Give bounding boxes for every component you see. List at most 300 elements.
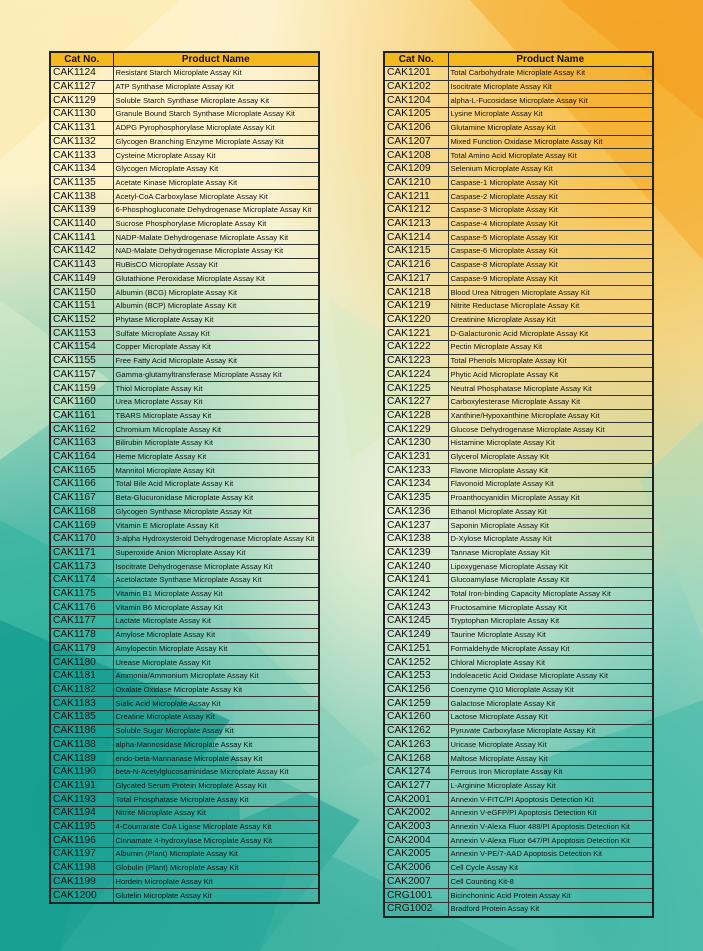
cat-no-header: Cat No.	[50, 52, 113, 67]
product-name-cell: Flavone Microplate Assay Kit	[448, 464, 653, 478]
product-name-cell: Sucrose Phosphorylase Microplate Assay Kit	[113, 217, 319, 231]
table-row	[384, 793, 653, 807]
cat-no-cell: CAK1207	[384, 135, 448, 149]
table-row	[50, 601, 319, 615]
table-row	[50, 697, 319, 711]
table-row	[50, 834, 319, 848]
product-name-cell: Vitamin B1 Microplate Assay Kit	[113, 587, 319, 601]
table-row	[384, 711, 653, 725]
table-row	[384, 450, 653, 464]
product-name-cell: Annexin V-FITC/PI Apoptosis Detection Kit	[448, 793, 653, 807]
table-row	[50, 848, 319, 862]
table-row	[50, 615, 319, 629]
cat-no-cell: CAK1235	[384, 491, 448, 505]
product-name-cell: Nitrite Reductase Microplate Assay Kit	[448, 299, 653, 313]
product-name-cell: 6-Phosphogluconate Dehydrogenase Microplate Assay Kit	[113, 204, 319, 218]
cat-no-cell: CAK1204	[384, 94, 448, 108]
table-row	[50, 204, 319, 218]
product-name-cell: Glycogen Microplate Assay Kit	[113, 162, 319, 176]
table-row	[50, 532, 319, 546]
product-name-cell: alpha-L-Fucosidase Microplate Assay Kit	[448, 94, 653, 108]
cat-no-cell: CAK1193	[50, 793, 113, 807]
cat-no-cell: CAK1242	[384, 587, 448, 601]
cat-no-cell: CAK1182	[50, 683, 113, 697]
table-row	[384, 532, 653, 546]
table-row	[50, 67, 319, 81]
cat-no-cell: CAK1159	[50, 382, 113, 396]
table-row	[384, 327, 653, 341]
product-name-cell: Blood Urea Nitrogen Microplate Assay Kit	[448, 286, 653, 300]
table-row	[384, 176, 653, 190]
product-name-cell: Globulin (Plant) Microplate Assay Kit	[113, 861, 319, 875]
cat-no-cell: CAK1154	[50, 341, 113, 355]
cat-no-cell: CAK2004	[384, 834, 448, 848]
product-name-cell: Caspase-4 Microplate Assay Kit	[448, 217, 653, 231]
table-header-row	[50, 52, 319, 67]
product-name-cell: Lipoxygenase Microplate Assay Kit	[448, 560, 653, 574]
table-row	[384, 162, 653, 176]
cat-no-cell: CAK1234	[384, 478, 448, 492]
cat-no-cell: CAK1225	[384, 382, 448, 396]
cat-no-cell: CAK1212	[384, 204, 448, 218]
product-name-cell: Vitamin B6 Microplate Assay Kit	[113, 601, 319, 615]
product-name-cell: ATP Synthase Microplate Assay Kit	[113, 80, 319, 94]
cat-no-cell: CAK1170	[50, 532, 113, 546]
table-row	[50, 299, 319, 313]
product-name-cell: Mannitol Microplate Assay Kit	[113, 464, 319, 478]
table-row	[384, 491, 653, 505]
cat-no-cell: CAK1143	[50, 258, 113, 272]
product-name-cell: Xanthine/Hypoxanthine Microplate Assay Kit	[448, 409, 653, 423]
product-name-cell: Total Phosphatase Microplate Assay Kit	[113, 793, 319, 807]
cat-no-cell: CAK1150	[50, 286, 113, 300]
product-name-cell: Coenzyme Q10 Microplate Assay Kit	[448, 683, 653, 697]
table-row	[50, 436, 319, 450]
product-name-cell: alpha-Mannosidase Microplate Assay Kit	[113, 738, 319, 752]
product-name-cell: Nitrite Microplate Assay Kit	[113, 806, 319, 820]
cat-no-cell: CAK1245	[384, 615, 448, 629]
cat-no-cell: CAK1251	[384, 642, 448, 656]
cat-no-cell: CAK1142	[50, 245, 113, 259]
table-row	[384, 889, 653, 903]
table-row	[384, 299, 653, 313]
product-name-cell: Total Amino Acid Microplate Assay Kit	[448, 149, 653, 163]
cat-no-cell: CAK1252	[384, 656, 448, 670]
cat-no-cell: CAK1169	[50, 519, 113, 533]
product-name-cell: Beta-Glucuronidase Microplate Assay Kit	[113, 491, 319, 505]
cat-no-cell: CAK1201	[384, 67, 448, 81]
cat-no-cell: CAK1140	[50, 217, 113, 231]
table-row	[384, 108, 653, 122]
product-name-cell: Isocitrate Dehydrogenase Microplate Assay Kit	[113, 560, 319, 574]
table-row	[50, 149, 319, 163]
cat-no-cell: CAK1195	[50, 820, 113, 834]
table-row	[50, 820, 319, 834]
table-row	[50, 108, 319, 122]
product-name-cell: Pyruvate Carboxylase Microplate Assay Kit	[448, 724, 653, 738]
cat-no-cell: CAK1162	[50, 423, 113, 437]
product-name-cell: Ferrous Iron Microplate Assay Kit	[448, 765, 653, 779]
table-row	[50, 505, 319, 519]
table-row	[50, 176, 319, 190]
table-row	[50, 190, 319, 204]
cat-no-cell: CAK1231	[384, 450, 448, 464]
table-row	[384, 505, 653, 519]
table-row	[384, 683, 653, 697]
product-table-left	[49, 51, 320, 904]
cat-no-cell: CAK1243	[384, 601, 448, 615]
product-name-cell: 3-alpha Hydroxysteroid Dehydrogenase Microplate Assay Kit	[113, 532, 319, 546]
cat-no-cell: CAK1188	[50, 738, 113, 752]
cat-no-cell: CAK1181	[50, 669, 113, 683]
cat-no-cell: CAK1141	[50, 231, 113, 245]
cat-no-cell: CAK1132	[50, 135, 113, 149]
cat-no-cell: CAK1256	[384, 683, 448, 697]
table-row	[50, 327, 319, 341]
cat-no-cell: CAK2001	[384, 793, 448, 807]
table-row	[50, 656, 319, 670]
product-name-cell: Albumin (BCG) Microplate Assay Kit	[113, 286, 319, 300]
cat-no-cell: CRG1002	[384, 902, 448, 916]
product-name-cell: Total Bile Acid Microplate Assay Kit	[113, 478, 319, 492]
table-row	[50, 779, 319, 793]
product-name-cell: Caspase-9 Microplate Assay Kit	[448, 272, 653, 286]
table-row	[50, 765, 319, 779]
table-row	[50, 94, 319, 108]
cat-no-cell: CAK1130	[50, 108, 113, 122]
product-name-cell: Mixed Function Oxidase Microplate Assay Kit	[448, 135, 653, 149]
table-row	[50, 272, 319, 286]
cat-no-cell: CAK1268	[384, 752, 448, 766]
cat-no-cell: CAK1160	[50, 395, 113, 409]
cat-no-cell: CAK1166	[50, 478, 113, 492]
table-row	[50, 861, 319, 875]
table-row	[384, 135, 653, 149]
table-row	[50, 738, 319, 752]
cat-no-cell: CAK1224	[384, 368, 448, 382]
table-row	[384, 409, 653, 423]
product-name-cell: Bradford Protein Assay Kit	[448, 902, 653, 916]
cat-no-cell: CAK1199	[50, 875, 113, 889]
table-row	[50, 491, 319, 505]
product-name-cell: Cell Cycle Assay Kit	[448, 861, 653, 875]
cat-no-cell: CAK1218	[384, 286, 448, 300]
cat-no-cell: CAK1175	[50, 587, 113, 601]
cat-no-cell: CAK2003	[384, 820, 448, 834]
product-name-cell: Urea Microplate Assay Kit	[113, 395, 319, 409]
cat-no-header: Cat No.	[384, 52, 448, 67]
product-name-cell: Bicinchoninic Acid Protein Assay Kit	[448, 889, 653, 903]
product-name-cell: Phytase Microplate Assay Kit	[113, 313, 319, 327]
cat-no-cell: CAK1194	[50, 806, 113, 820]
cat-no-cell: CAK1241	[384, 574, 448, 588]
product-name-cell: Glucoamylase Microplate Assay Kit	[448, 574, 653, 588]
product-name-cell: Oxalate Oxidase Microplate Assay Kit	[113, 683, 319, 697]
product-name-cell: Sialic Acid Microplate Assay Kit	[113, 697, 319, 711]
table-row	[50, 423, 319, 437]
table-row	[384, 80, 653, 94]
cat-no-cell: CAK1239	[384, 546, 448, 560]
product-name-cell: Total Phenols Microplate Assay Kit	[448, 354, 653, 368]
product-name-cell: Flavonoid Microplate Assay Kit	[448, 478, 653, 492]
cat-no-cell: CAK1210	[384, 176, 448, 190]
product-name-cell: Amylose Microplate Assay Kit	[113, 628, 319, 642]
cat-no-cell: CAK1153	[50, 327, 113, 341]
table-row	[384, 779, 653, 793]
cat-no-cell: CAK1177	[50, 615, 113, 629]
cat-no-cell: CAK2006	[384, 861, 448, 875]
product-name-cell: Acetolactate Synthase Microplate Assay Kit	[113, 574, 319, 588]
product-name-cell: Lysine Microplate Assay Kit	[448, 108, 653, 122]
cat-no-cell: CAK1211	[384, 190, 448, 204]
product-name-cell: Annexin V-Alexa Fluor 488/PI Apoptosis Detection Kit	[448, 820, 653, 834]
product-name-cell: Isocitrate Microplate Assay Kit	[448, 80, 653, 94]
product-name-cell: Chloral Microplate Assay Kit	[448, 656, 653, 670]
table-row	[384, 94, 653, 108]
product-table-right	[383, 51, 654, 918]
table-row	[50, 80, 319, 94]
cat-no-cell: CAK1174	[50, 574, 113, 588]
table-row	[384, 724, 653, 738]
product-name-cell: Total Iron-binding Capacity Microplate Assay Kit	[448, 587, 653, 601]
cat-no-cell: CAK1215	[384, 245, 448, 259]
product-name-cell: Phytic Acid Microplate Assay Kit	[448, 368, 653, 382]
table-row	[384, 820, 653, 834]
cat-no-cell: CAK1135	[50, 176, 113, 190]
table-row	[50, 341, 319, 355]
cat-no-cell: CAK1198	[50, 861, 113, 875]
product-name-cell: Glutamine Microplate Assay Kit	[448, 121, 653, 135]
cat-no-cell: CAK1165	[50, 464, 113, 478]
product-name-cell: Caspase-5 Microplate Assay Kit	[448, 231, 653, 245]
table-row	[50, 450, 319, 464]
table-row	[50, 587, 319, 601]
cat-no-cell: CAK1161	[50, 409, 113, 423]
table-row	[384, 478, 653, 492]
table-row	[50, 752, 319, 766]
product-name-cell: Caspase-6 Microplate Assay Kit	[448, 245, 653, 259]
cat-no-cell: CAK1277	[384, 779, 448, 793]
cat-no-cell: CAK1230	[384, 436, 448, 450]
cat-no-cell: CAK2007	[384, 875, 448, 889]
product-name-cell: Uricase Microplate Assay Kit	[448, 738, 653, 752]
table-row	[50, 395, 319, 409]
product-name-cell: Glycated Serum Protein Microplate Assay Kit	[113, 779, 319, 793]
table-row	[50, 368, 319, 382]
product-name-cell: Chromium Microplate Assay Kit	[113, 423, 319, 437]
product-name-cell: Glucose Dehydrogenase Microplate Assay Kit	[448, 423, 653, 437]
table-row	[384, 245, 653, 259]
cat-no-cell: CAK1200	[50, 889, 113, 903]
cat-no-cell: CAK1262	[384, 724, 448, 738]
cat-no-cell: CAK1253	[384, 669, 448, 683]
cat-no-cell: CAK1180	[50, 656, 113, 670]
cat-no-cell: CAK1221	[384, 327, 448, 341]
product-name-cell: Thiol Microplate Assay Kit	[113, 382, 319, 396]
table-row	[50, 724, 319, 738]
cat-no-cell: CAK1131	[50, 121, 113, 135]
cat-no-cell: CAK1196	[50, 834, 113, 848]
product-name-cell: Annexin V-eGFP/PI Apoptosis Detection Kit	[448, 806, 653, 820]
table-header-row	[384, 52, 653, 67]
product-name-cell: L-Arginine Microplate Assay Kit	[448, 779, 653, 793]
cat-no-cell: CAK1197	[50, 848, 113, 862]
product-name-cell: Albumin (BCP) Microplate Assay Kit	[113, 299, 319, 313]
product-name-cell: Glutathione Peroxidase Microplate Assay Kit	[113, 272, 319, 286]
cat-no-cell: CAK1217	[384, 272, 448, 286]
table-row	[384, 628, 653, 642]
table-row	[50, 574, 319, 588]
product-name-cell: Tryptophan Microplate Assay Kit	[448, 615, 653, 629]
table-row	[384, 806, 653, 820]
table-row	[384, 697, 653, 711]
product-name-cell: D-Galacturonic Acid Microplate Assay Kit	[448, 327, 653, 341]
cat-no-cell: CAK1185	[50, 711, 113, 725]
table-row	[50, 642, 319, 656]
table-row	[384, 875, 653, 889]
product-name-cell: RuBisCO Microplate Assay Kit	[113, 258, 319, 272]
table-row	[384, 217, 653, 231]
cat-no-cell: CAK1149	[50, 272, 113, 286]
table-row	[384, 642, 653, 656]
product-name-cell: Lactose Microplate Assay Kit	[448, 711, 653, 725]
product-name-cell: Galactose Microplate Assay Kit	[448, 697, 653, 711]
cat-no-cell: CAK1206	[384, 121, 448, 135]
cat-no-cell: CAK2002	[384, 806, 448, 820]
product-name-cell: Carboxylesterase Microplate Assay Kit	[448, 395, 653, 409]
product-name-cell: Annexin V-PE/7-AAD Apoptosis Detection Kit	[448, 848, 653, 862]
cat-no-cell: CAK1168	[50, 505, 113, 519]
cat-no-cell: CAK1178	[50, 628, 113, 642]
product-name-cell: Hordein Microplate Assay Kit	[113, 875, 319, 889]
product-name-cell: Creatinine Microplate Assay Kit	[448, 313, 653, 327]
table-row	[50, 217, 319, 231]
table-row	[384, 587, 653, 601]
table-row	[384, 738, 653, 752]
cat-no-cell: CAK1229	[384, 423, 448, 437]
table-row	[384, 902, 653, 916]
product-name-cell: Total Carbohydrate Microplate Assay Kit	[448, 67, 653, 81]
table-row	[50, 354, 319, 368]
product-name-cell: D-Xylose Microplate Assay Kit	[448, 532, 653, 546]
table-row	[50, 519, 319, 533]
product-name-cell: NAD-Malate Dehydrogenase Microplate Assay Kit	[113, 245, 319, 259]
table-row	[384, 423, 653, 437]
product-name-cell: Urease Microplate Assay Kit	[113, 656, 319, 670]
product-name-cell: Vitamin E Microplate Assay Kit	[113, 519, 319, 533]
product-name-cell: Gamma-glutamyltransferase Microplate Assay Kit	[113, 368, 319, 382]
table-row	[384, 560, 653, 574]
table-row	[384, 149, 653, 163]
table-row	[50, 683, 319, 697]
table-row	[384, 354, 653, 368]
table-row	[384, 765, 653, 779]
table-row	[384, 546, 653, 560]
product-name-cell: Glycerol Microplate Assay Kit	[448, 450, 653, 464]
product-name-cell: Acetyl-CoA Carboxylase Microplate Assay Kit	[113, 190, 319, 204]
cat-no-cell: CAK1152	[50, 313, 113, 327]
product-name-cell: Selenium Microplate Assay Kit	[448, 162, 653, 176]
product-name-cell: Cinnamate 4-hydroxylase Microplate Assay Kit	[113, 834, 319, 848]
product-name-cell: Formaldehyde Microplate Assay Kit	[448, 642, 653, 656]
product-name-cell: Ethanol Microplate Assay Kit	[448, 505, 653, 519]
cat-no-cell: CAK1208	[384, 149, 448, 163]
table-row	[50, 669, 319, 683]
product-name-header: Product Name	[113, 52, 319, 67]
table-row	[384, 272, 653, 286]
product-name-header: Product Name	[448, 52, 653, 67]
table-row	[384, 601, 653, 615]
product-name-cell: endo-beta-Mannanase Microplate Assay Kit	[113, 752, 319, 766]
table-row	[384, 848, 653, 862]
product-name-cell: Histamine Microplate Assay Kit	[448, 436, 653, 450]
product-name-cell: Caspase-3 Microplate Assay Kit	[448, 204, 653, 218]
product-name-cell: Soluble Sugar Microplate Assay Kit	[113, 724, 319, 738]
product-name-cell: ADPG Pyrophosphorylase Microplate Assay Kit	[113, 121, 319, 135]
table-row	[384, 669, 653, 683]
cat-no-cell: CAK1129	[50, 94, 113, 108]
table-row	[50, 875, 319, 889]
product-name-cell: Granule Bound Starch Synthase Microplate Assay Kit	[113, 108, 319, 122]
cat-no-cell: CAK1173	[50, 560, 113, 574]
cat-no-cell: CAK1155	[50, 354, 113, 368]
product-name-cell: Annexin V-Alexa Fluor 647/PI Apoptosis Detection Kit	[448, 834, 653, 848]
table-row	[384, 67, 653, 81]
product-name-cell: NADP-Malate Dehydrogenase Microplate Assay Kit	[113, 231, 319, 245]
table-row	[384, 395, 653, 409]
cat-no-cell: CAK1259	[384, 697, 448, 711]
table-row	[384, 615, 653, 629]
product-name-cell: Albumin (Plant) Microplate Assay Kit	[113, 848, 319, 862]
cat-no-cell: CAK1260	[384, 711, 448, 725]
product-name-cell: 4-Coumarate CoA Ligase Microplate Assay Kit	[113, 820, 319, 834]
cat-no-cell: CAK1219	[384, 299, 448, 313]
table-row	[384, 834, 653, 848]
cat-no-cell: CAK1163	[50, 436, 113, 450]
table-row	[50, 409, 319, 423]
cat-no-cell: CAK1167	[50, 491, 113, 505]
product-name-cell: Proanthocyanidin Microplate Assay Kit	[448, 491, 653, 505]
product-name-cell: Indoleacetic Acid Oxidase Microplate Assay Kit	[448, 669, 653, 683]
table-row	[50, 121, 319, 135]
cat-no-cell: CAK1186	[50, 724, 113, 738]
cat-no-cell: CAK1171	[50, 546, 113, 560]
table-row	[384, 752, 653, 766]
cat-no-cell: CAK1183	[50, 697, 113, 711]
cat-no-cell: CAK1138	[50, 190, 113, 204]
product-name-cell: TBARS Microplate Assay Kit	[113, 409, 319, 423]
cat-no-cell: CAK1127	[50, 80, 113, 94]
table-row	[50, 313, 319, 327]
table-row	[384, 368, 653, 382]
cat-no-cell: CAK2005	[384, 848, 448, 862]
table-row	[50, 546, 319, 560]
cat-no-cell: CAK1189	[50, 752, 113, 766]
cat-no-cell: CAK1220	[384, 313, 448, 327]
product-name-cell: Caspase-8 Microplate Assay Kit	[448, 258, 653, 272]
table-row	[50, 711, 319, 725]
product-name-cell: Saponin Microplate Assay Kit	[448, 519, 653, 533]
table-row	[50, 231, 319, 245]
product-name-cell: Acetate Kinase Microplate Assay Kit	[113, 176, 319, 190]
table-row	[384, 231, 653, 245]
table-row	[384, 861, 653, 875]
cat-no-cell: CAK1233	[384, 464, 448, 478]
product-name-cell: Lactate Microplate Assay Kit	[113, 615, 319, 629]
cat-no-cell: CAK1237	[384, 519, 448, 533]
product-name-cell: Amylopectin Microplate Assay Kit	[113, 642, 319, 656]
cat-no-cell: CAK1134	[50, 162, 113, 176]
